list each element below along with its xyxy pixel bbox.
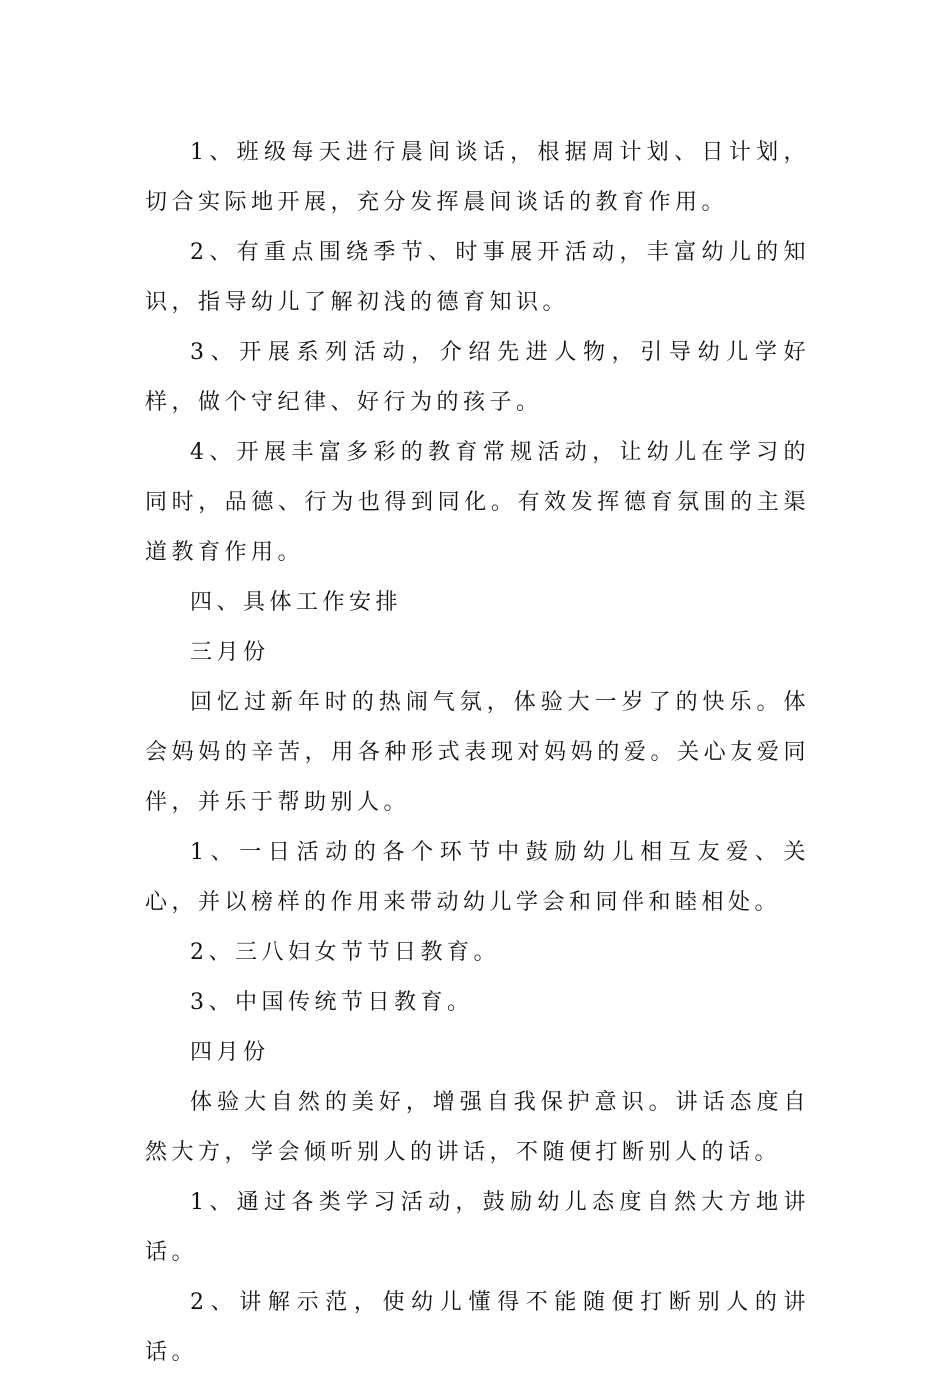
march-summary: 回忆过新年时的热闹气氛，体验大一岁了的快乐。体会妈妈的辛苦，用各种形式表现对妈妈的爱。关心友爱同伴，并乐于帮助别人。 [145,690,810,815]
paragraph-item-4: 4、开展丰富多彩的教育常规活动，让幼儿在学习的同时，品德、行为也得到同化。有效发挥德育氛围的主渠道教育作用。 [145,440,810,565]
month-heading-march: 三月份 [190,640,270,665]
section-heading: 四、具体工作安排 [190,590,403,615]
march-item-3: 3、中国传统节日教育。 [190,990,474,1015]
april-summary: 体验大自然的美好，增强自我保护意识。讲话态度自然大方，学会倾听别人的讲话，不随便打断别人的话。 [145,1090,810,1165]
april-item-2: 2、讲解示范，使幼儿懂得不能随便打断别人的讲话。 [145,1290,810,1365]
paragraph-item-2: 2、有重点围绕季节、时事展开活动，丰富幼儿的知识，指导幼儿了解初浅的德育知识。 [145,240,810,315]
paragraph-item-3: 3、开展系列活动，介绍先进人物，引导幼儿学好样，做个守纪律、好行为的孩子。 [145,340,810,415]
march-item-2: 2、三八妇女节节日教育。 [190,940,500,965]
document-body [145,128,810,1378]
april-item-1: 1、通过各类学习活动，鼓励幼儿态度自然大方地讲话。 [145,1190,810,1265]
month-heading-april: 四月份 [190,1040,270,1065]
paragraph-item-1: 1、班级每天进行晨间谈话，根据周计划、日计划，切合实际地开展，充分发挥晨间谈话的教育作用。 [145,140,810,215]
march-item-1: 1、一日活动的各个环节中鼓励幼儿相互友爱、关心，并以榜样的作用来带动幼儿学会和同伴和睦相处。 [145,840,810,915]
